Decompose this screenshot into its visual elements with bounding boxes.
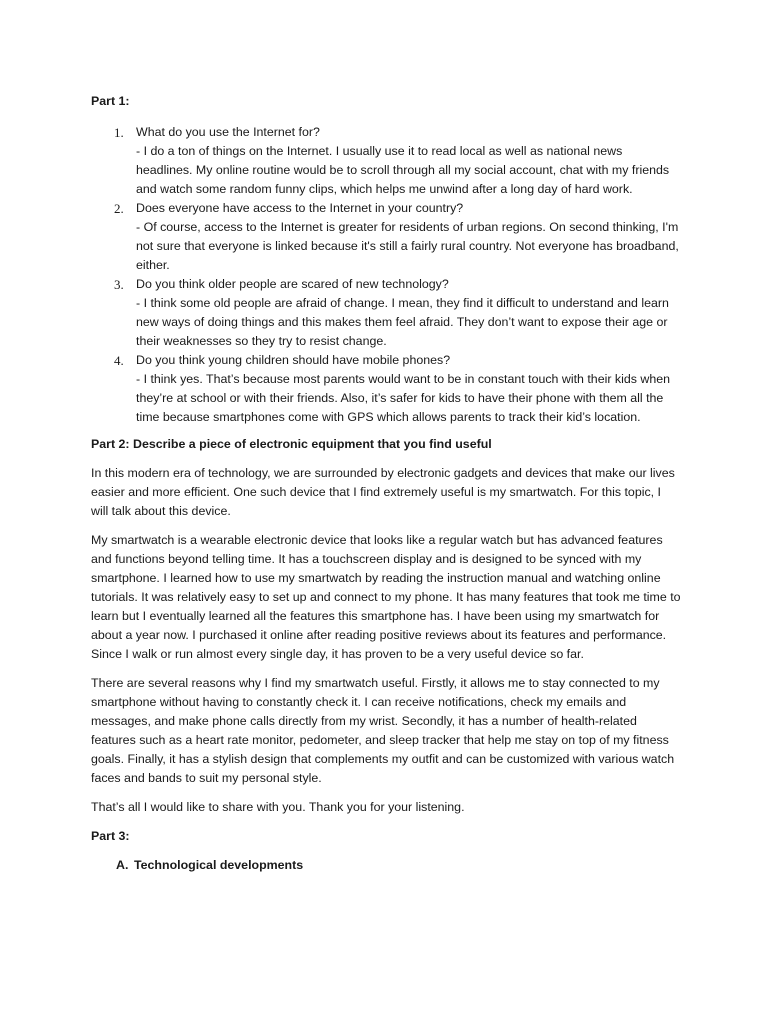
answer-text: - I think yes. That’s because most parents would want to be in constant touch with their kids when they’re at school or with their friends. Also, it’s safer for kids to have their phone with them all the time because smartphones come with GPS which allows parents to track their kid’s location. xyxy=(136,372,671,424)
list-item xyxy=(91,351,681,427)
part1-question-list xyxy=(91,123,681,427)
document-body xyxy=(91,92,681,875)
section-title: Technological developments xyxy=(134,858,304,872)
question-text: What do you use the Internet for? xyxy=(136,125,320,139)
question-text: Do you think young children should have mobile phones? xyxy=(136,353,451,367)
list-item xyxy=(91,275,681,351)
item-number: 4. xyxy=(114,353,124,368)
question-text: Does everyone have access to the Internet in your country? xyxy=(136,201,464,215)
list-item xyxy=(91,123,681,199)
list-item xyxy=(91,199,681,275)
part2-paragraph-intro: In this modern era of technology, we are surrounded by electronic gadgets and devices that make our lives easier and more efficient. One such device that I find extremely useful is my smartwatch. For this topic, I will talk about this device. xyxy=(91,466,675,518)
item-number: 1. xyxy=(114,125,124,140)
part3-section-a xyxy=(91,856,681,875)
part3-heading: Part 3: xyxy=(91,829,130,843)
answer-text: - I think some old people are afraid of change. I mean, they find it difficult to understand and learn new ways of doing things and this makes them feel afraid. They don’t want to expose their age or their weaknesses so they try to resist change. xyxy=(136,296,669,348)
item-number: 3. xyxy=(114,277,124,292)
question-text: Do you think older people are scared of new technology? xyxy=(136,277,449,291)
answer-text: - I do a ton of things on the Internet. I usually use it to read local as well as national news headlines. My online routine would be to scroll through all my social account, chat with my friends and watch some random funny clips, which helps me unwind after a long day of hard work. xyxy=(136,144,670,196)
section-letter: A. xyxy=(116,858,129,872)
part1-heading: Part 1: xyxy=(91,94,130,108)
part2-paragraph-reasons: There are several reasons why I find my smartwatch useful. Firstly, it allows me to stay connected to my smartphone without having to constantly check it. I can receive notifications, check my emails and messages, and make phone calls directly from my wrist. Secondly, it has a number of health-related features such as a heart rate monitor, pedometer, and sleep tracker that help me stay on top of my fitness goals. Finally, it has a stylish design that complements my outfit and can be customized with various watch faces and bands to suit my personal style. xyxy=(91,676,675,785)
item-number: 2. xyxy=(114,201,124,216)
part2-paragraph-closing: That’s all I would like to share with you. Thank you for your listening. xyxy=(91,800,465,814)
answer-text: - Of course, access to the Internet is greater for residents of urban regions. On second thinking, I'm not sure that everyone is linked because it's still a fairly rural country. Not everyone has broadband, either. xyxy=(136,220,679,272)
part2-paragraph-description: My smartwatch is a wearable electronic device that looks like a regular watch but has advanced features and functions beyond telling time. It has a touchscreen display and is designed to be synced with my smartphone. I learned how to use my smartwatch by reading the instruction manual and watching online tutorials. It was relatively easy to set up and connect to my phone. It has many features that took me time to learn but I eventually learned all the features this smartphone has. I have been using my smartwatch for about a year now. I purchased it online after reading positive reviews about its features and performance. Since I walk or run almost every single day, it has proven to be a very useful device so far. xyxy=(91,533,681,661)
part2-heading: Part 2: Describe a piece of electronic equipment that you find useful xyxy=(91,437,492,451)
